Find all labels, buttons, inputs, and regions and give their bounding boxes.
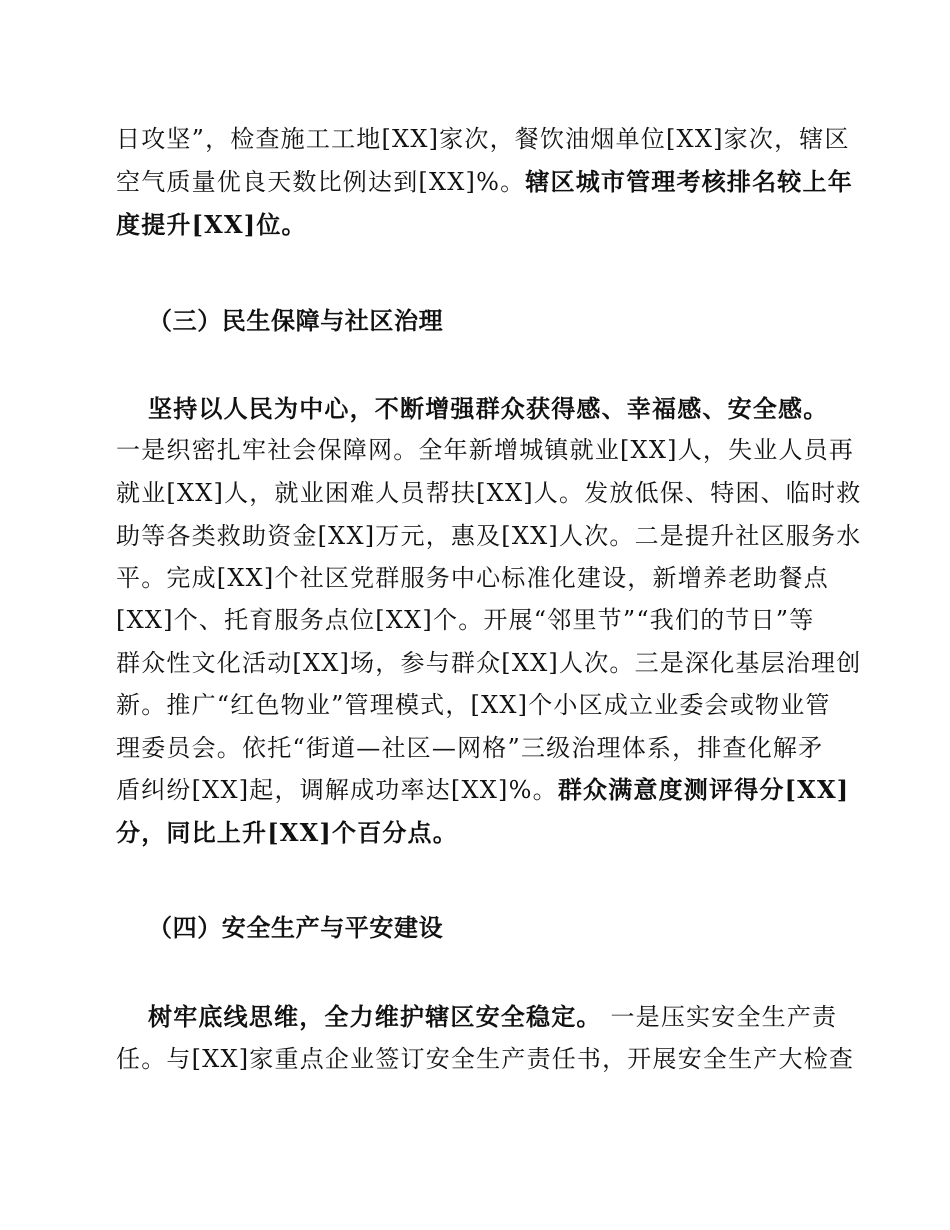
paragraph-line [116, 775, 850, 805]
paragraph-line [148, 394, 868, 424]
text-run: 理委员会。依托“街道—社区—网格”三级治理体系，排查化解矛 [116, 734, 824, 762]
paragraph-line [116, 521, 862, 551]
text-run: 日攻坚”，检查施工工地[XX]家次，餐饮油烟单位[XX]家次，辖区 [116, 125, 850, 153]
text-run: 盾纠纷[XX]起，调解成功率达[XX]%。 [116, 776, 558, 804]
text-run: 一是织密扎牢社会保障网。全年新增城镇就业[XX]人，失业人员再 [116, 436, 855, 464]
section-heading-text: （四）安全生产与平安建设 [148, 913, 444, 942]
paragraph-line [116, 478, 862, 508]
text-run: [XX]个、托育服务点位[XX]个。开展“邻里节”“我们的节日”等 [116, 606, 815, 634]
bold-text-run: 度提升[XX]位。 [116, 210, 307, 239]
paragraph-line [116, 210, 836, 240]
text-run: 新。推广“红色物业”管理模式，[XX]个小区成立业委会或物业管 [116, 691, 831, 719]
text-run: 群众性文化活动[XX]场，参与群众[XX]人次。三是深化基层治理创 [116, 649, 862, 677]
bold-text-run: 树牢底线思维，全力维护辖区安全稳定。 [148, 1002, 602, 1031]
paragraph-line [116, 435, 855, 465]
paragraph-line [116, 1044, 855, 1074]
paragraph-line [116, 690, 836, 720]
text-run: 就业[XX]人，就业困难人员帮扶[XX]人。发放低保、特困、临时救 [116, 479, 862, 507]
bold-text-run: 坚持以人民为中心，不断增强群众获得感、幸福感、安全感。 [148, 394, 829, 423]
section-heading-text: （三）民生保障与社区治理 [148, 306, 444, 335]
text-run: 空气质量优良天数比例达到[XX]%。 [116, 168, 526, 196]
bold-text-run: 分，同比上升[XX]个百分点。 [116, 818, 458, 847]
bold-text-run: 群众满意度测评得分[XX] [557, 775, 850, 804]
section-heading [148, 306, 868, 336]
text-run: 一是压实安全生产责 [601, 1003, 838, 1031]
paragraph-line [116, 124, 850, 154]
paragraph-line [148, 1002, 868, 1032]
paragraph-line [116, 563, 836, 593]
paragraph-line [116, 167, 853, 197]
text-run: 助等各类救助资金[XX]万元，惠及[XX]人次。二是提升社区服务水 [116, 522, 862, 550]
paragraph-line [116, 818, 836, 848]
bold-text-run: 辖区城市管理考核排名较上年 [525, 167, 853, 196]
paragraph-line [116, 605, 836, 635]
text-run: 平。完成[XX]个社区党群服务中心标准化建设，新增养老助餐点 [116, 564, 829, 592]
text-run: 任。与[XX]家重点企业签订安全生产责任书，开展安全生产大检查 [116, 1045, 855, 1073]
section-heading [148, 913, 868, 943]
paragraph-line [116, 648, 862, 678]
paragraph-line [116, 733, 836, 763]
